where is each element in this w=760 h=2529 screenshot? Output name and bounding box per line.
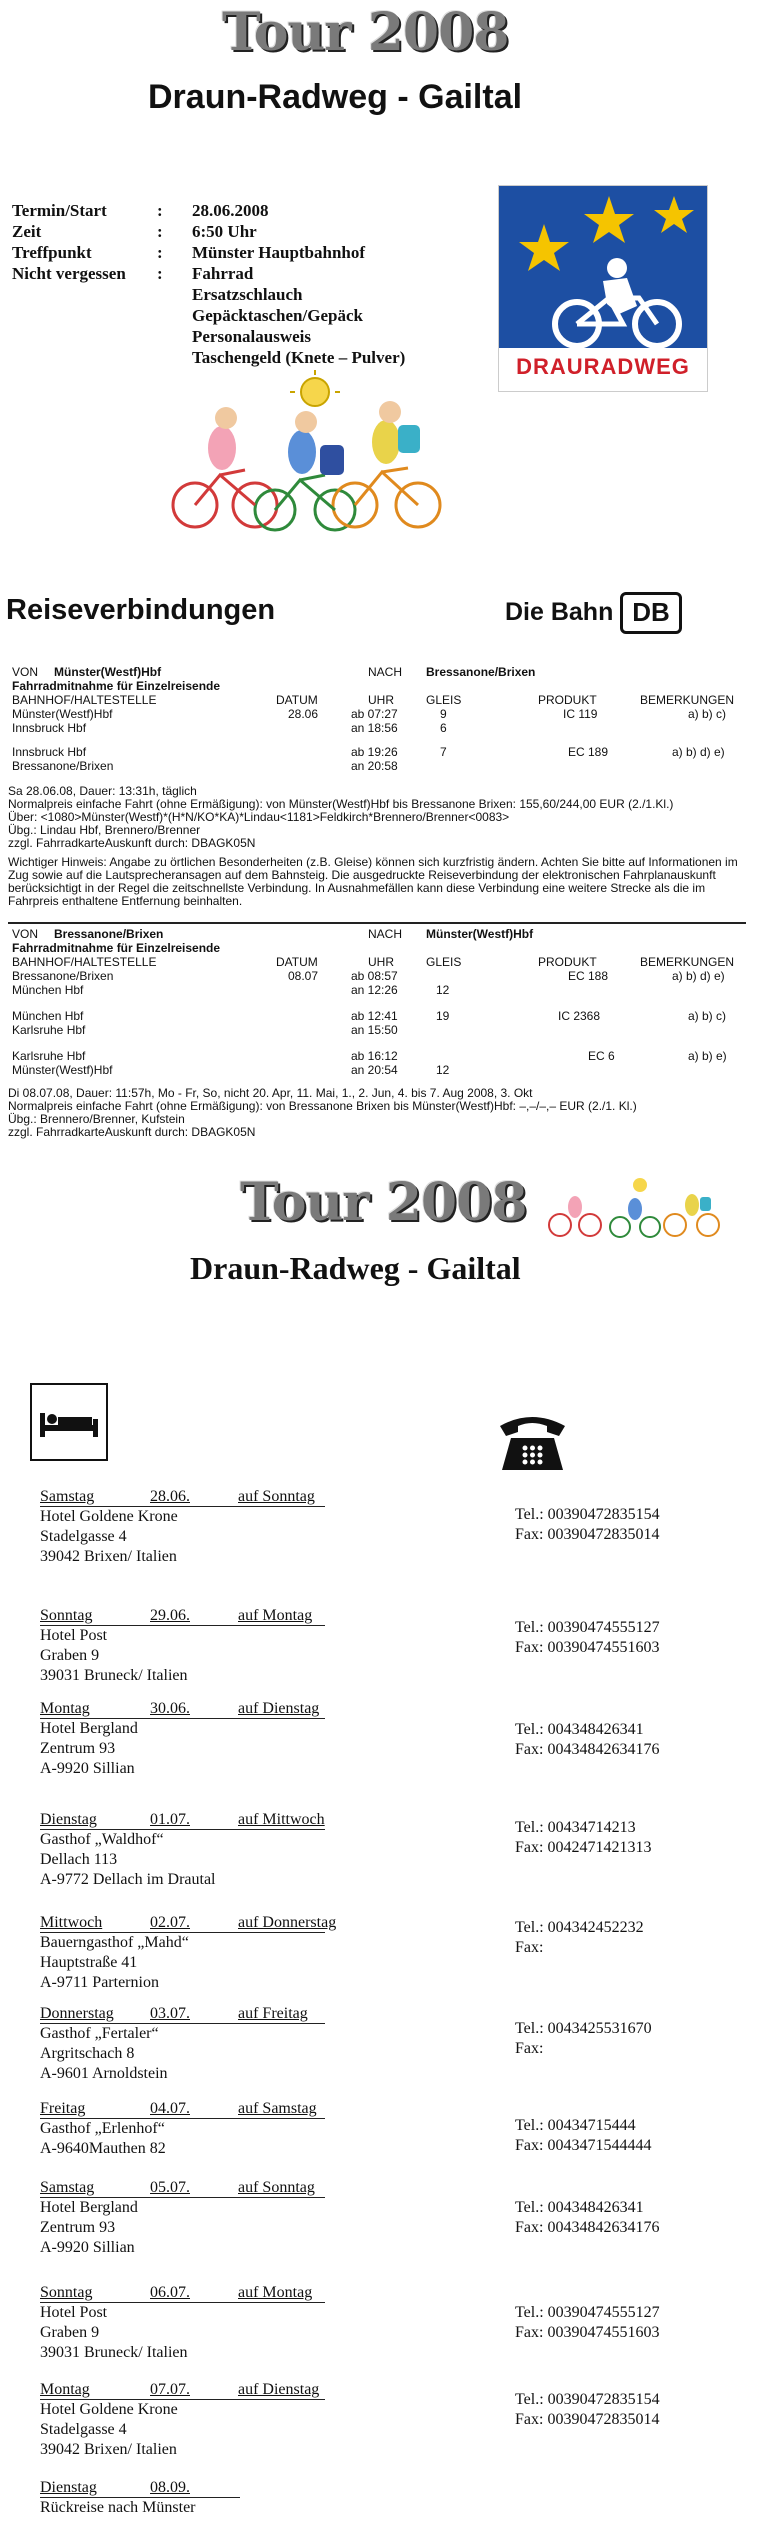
fax-label: Fax:	[515, 1939, 544, 1956]
von-station: Münster(Westf)Hbf	[54, 665, 162, 679]
stay-line: Bauerngasthof „Mahd“	[40, 1934, 189, 1951]
stay-contact	[515, 2116, 755, 2156]
tel-label: Tel.:	[515, 2199, 544, 2216]
table-cell: an 18:56	[351, 721, 398, 735]
stay-day: Montag	[40, 1700, 90, 1717]
stay-contact	[515, 1818, 755, 1858]
important-hint: Wichtiger Hinweis: Angabe zu örtlichen Besonderheiten (z.B. Gleise) können sich kurzfristig ändern. Achten Sie bitte auf Informationen im Zug sowie auf die Lautsprecheransagen auf dem Bahnsteig. Die ausgedruckte Reiseverbindung der elektronischen Fahrplanauskunft berücksichtigt in der Regel die zeitschnellste Verbindung. In Ausnahmefällen kann diese Verbindung eine weitere Strecke als die im Fahrpreis enthaltene Entfernung beinhalten.	[8, 855, 738, 908]
fax-label: Fax:	[515, 1839, 544, 1856]
stay-day: Sonntag	[40, 2284, 93, 2301]
von-label: VON	[12, 927, 39, 941]
fax-label: Fax:	[515, 2137, 544, 2154]
fax-label: Fax:	[515, 1741, 544, 1758]
table-cell: EC 188	[568, 969, 609, 983]
stay-contact	[515, 2303, 755, 2343]
col-header: DATUM	[276, 693, 318, 707]
stay-line: Hotel Post	[40, 2304, 108, 2321]
info-value: 28.06.2008	[192, 201, 269, 220]
stay-line: Gasthof „Erlenhof“	[40, 2120, 165, 2137]
stay-to: auf Dienstag	[238, 1700, 320, 1717]
trip-note: Di 08.07.08, Dauer: 11:57h, Mo - Fr, So, nicht 20. Apr, 11. Mai, 1., 2. Jun, 4. bis 7. Aug 2008, 3. Okt	[8, 1086, 533, 1100]
table-cell: 6	[440, 721, 447, 735]
stay-line: Hotel Goldene Krone	[40, 1508, 178, 1525]
info-key: Treffpunkt	[12, 243, 92, 262]
stay-line: A-9920 Sillian	[40, 2239, 135, 2256]
stay-line: Hotel Post	[40, 1627, 108, 1644]
fax-label: Fax:	[515, 1526, 544, 1543]
table-cell: ab 19:26	[351, 745, 398, 759]
stay-date: 01.07.	[150, 1811, 190, 1828]
stay-entry	[40, 1913, 340, 1998]
info-colon: :	[157, 264, 163, 283]
tel-label: Tel.:	[515, 2020, 544, 2037]
table-cell: a) b) e)	[688, 1049, 727, 1063]
table-cell: ab 16:12	[351, 1049, 398, 1063]
cyclists-illustration	[160, 370, 460, 545]
fax-label: Fax:	[515, 2040, 544, 2057]
info-value: Gepäcktaschen/Gepäck	[192, 306, 363, 325]
col-header: PRODUKT	[538, 955, 597, 969]
stay-date: 29.06.	[150, 1607, 190, 1624]
table-cell: 28.06	[288, 707, 319, 721]
col-header: BEMERKUNGEN	[640, 955, 735, 969]
tel-label: Tel.:	[515, 1721, 544, 1738]
stay-contact	[515, 1918, 755, 1958]
tel-number: 0043425531670	[547, 2020, 652, 2037]
trip-note: Über: <1080>Münster(Westf)*(H*N/KO*KA)*Lindau<1181>Feldkirch*Brennero/Brenner<0083>	[8, 810, 510, 824]
fax-number: 00390474551603	[547, 2324, 660, 2341]
stay-line: Graben 9	[40, 2324, 100, 2341]
stay-line: Dellach 113	[40, 1851, 118, 1868]
tel-number: 004342452232	[547, 1919, 644, 1936]
fax-number: 00390474551603	[547, 1639, 660, 1656]
bike-note: Fahrradmitnahme für Einzelreisende	[12, 679, 221, 693]
col-header: DATUM	[276, 955, 318, 969]
stay-line: A-9640Mauthen 82	[40, 2140, 166, 2157]
trip-note: zzgl. FahrradkarteAuskunft durch: DBAGK05N	[8, 836, 256, 850]
tel-number: 00434715444	[547, 2117, 636, 2134]
table-cell: Innsbruck Hbf	[12, 745, 87, 759]
stay-day: Samstag	[40, 1488, 95, 1505]
route-subtitle-2: Draun-Radweg - Gailtal	[190, 1250, 521, 1286]
table-cell: an 15:50	[351, 1023, 398, 1037]
fax-number: 00390472835014	[547, 2411, 660, 2428]
table-cell: a) b) c)	[688, 1009, 727, 1023]
stay-entry	[40, 2178, 340, 2263]
brand-name: Die Bahn	[505, 598, 614, 626]
stay-entry	[40, 1699, 340, 1784]
fax-label: Fax:	[515, 2324, 544, 2341]
stay-to: auf Freitag	[238, 2005, 308, 2022]
fax-label: Fax:	[515, 2411, 544, 2428]
connections-title: Reiseverbindungen	[6, 594, 276, 626]
table-cell: EC 189	[568, 745, 609, 759]
stay-contact	[515, 2390, 755, 2430]
stay-contact	[515, 1505, 755, 1545]
stay-day: Dienstag	[40, 2479, 97, 2496]
stay-line: Hotel Bergland	[40, 2199, 138, 2216]
table-cell: München Hbf	[12, 983, 84, 997]
fax-label: Fax:	[515, 1639, 544, 1656]
telephone-icon	[495, 1408, 570, 1473]
fax-number: 00390472835014	[547, 1526, 660, 1543]
stay-line: 39031 Bruneck/ Italien	[40, 2344, 188, 2361]
tel-label: Tel.:	[515, 1619, 544, 1636]
table-cell: Innsbruck Hbf	[12, 721, 87, 735]
fax-label: Fax:	[515, 2219, 544, 2236]
stay-date: 05.07.	[150, 2179, 190, 2196]
table-cell: 7	[440, 745, 447, 759]
trip-note: Normalpreis einfache Fahrt (ohne Ermäßigung): von Münster(Westf)Hbf bis Bressanone Brixen: 155,60/244,00 EUR (2./1.Kl.)	[8, 797, 674, 811]
stay-line: Hotel Goldene Krone	[40, 2401, 178, 2418]
table-cell: IC 2368	[558, 1009, 601, 1023]
stay-entry	[40, 2004, 340, 2089]
info-value: Münster Hauptbahnhof	[192, 243, 366, 262]
stay-line: Zentrum 93	[40, 2219, 116, 2236]
trip-note: Übg.: Brennero/Brenner, Kufstein	[8, 1112, 185, 1126]
tour-title: Tour 2008	[222, 2, 509, 63]
drauradweg-logo	[498, 185, 708, 392]
logo-text: DRAURADWEG	[516, 354, 690, 379]
nach-label: NACH	[368, 665, 403, 679]
stay-line: Stadelgasse 4	[40, 2421, 127, 2438]
bed-icon	[30, 1383, 108, 1461]
fax-number: 00434842634176	[547, 2219, 660, 2236]
stay-entry	[40, 1606, 340, 1691]
stay-entry	[40, 2380, 340, 2465]
stay-day: Sonntag	[40, 1607, 93, 1624]
stay-line: Stadelgasse 4	[40, 1528, 127, 1545]
tel-number: 00390472835154	[547, 1506, 660, 1523]
table-cell: 12	[436, 1063, 450, 1077]
tel-number: 004348426341	[547, 1721, 644, 1738]
info-value: Personalausweis	[192, 327, 311, 346]
stay-day: Dienstag	[40, 1811, 97, 1828]
tel-label: Tel.:	[515, 1819, 544, 1836]
stay-contact	[515, 2198, 755, 2238]
stay-date: 07.07.	[150, 2381, 190, 2398]
tel-number: 00390474555127	[547, 1619, 660, 1636]
stay-entry	[40, 1487, 340, 1572]
stay-line: Hotel Bergland	[40, 1720, 138, 1737]
stay-line: A-9601 Arnoldstein	[40, 2065, 168, 2082]
table-cell: ab 12:41	[351, 1009, 398, 1023]
stay-entry	[40, 2478, 340, 2523]
trip-note: Übg.: Lindau Hbf, Brennero/Brenner	[8, 823, 201, 837]
col-header: UHR	[368, 693, 394, 707]
fax-number: 0042471421313	[547, 1839, 652, 1856]
stay-line: 39042 Brixen/ Italien	[40, 2441, 177, 2458]
stay-date: 03.07.	[150, 2005, 190, 2022]
tel-number: 00390472835154	[547, 2391, 660, 2408]
info-value: Taschengeld (Knete – Pulver)	[192, 348, 406, 367]
trip2-notes	[8, 1087, 743, 1139]
info-key: Termin/Start	[12, 201, 107, 220]
table-cell: Münster(Westf)Hbf	[12, 1063, 113, 1077]
info-value: 6:50 Uhr	[192, 222, 257, 241]
cyclists-small-illustration	[540, 1175, 755, 1240]
stay-contact	[515, 1720, 755, 1760]
tel-number: 00390474555127	[547, 2304, 660, 2321]
info-colon: :	[157, 243, 163, 262]
fax-number: 00434842634176	[547, 1741, 660, 1758]
stay-date: 28.06.	[150, 1488, 190, 1505]
stay-day: Donnerstag	[40, 2005, 114, 2022]
stay-day: Mittwoch	[40, 1914, 103, 1931]
tour-title-2: Tour 2008	[240, 1172, 527, 1233]
table-cell: 12	[436, 983, 450, 997]
stay-to: auf Sonntag	[238, 2179, 315, 2196]
table-cell: a) b) d) e)	[672, 745, 725, 759]
stay-to: auf Montag	[238, 1607, 313, 1624]
tel-label: Tel.:	[515, 2117, 544, 2134]
table-cell: EC 6	[588, 1049, 615, 1063]
col-header: BAHNHOF/HALTESTELLE	[12, 955, 157, 969]
cyclists-icon	[160, 370, 460, 545]
table-cell: a) b) d) e)	[672, 969, 725, 983]
table-cell: an 12:26	[351, 983, 398, 997]
stay-line: 39042 Brixen/ Italien	[40, 1548, 177, 1565]
table-cell: Münster(Westf)Hbf	[12, 707, 113, 721]
table-cell: IC 119	[563, 707, 598, 721]
stay-line: A-9711 Parternion	[40, 1974, 159, 1991]
von-label: VON	[12, 665, 39, 679]
table-cell: 9	[440, 707, 447, 721]
stay-line: 39031 Bruneck/ Italien	[40, 1667, 188, 1684]
stay-date: 02.07.	[150, 1914, 190, 1931]
cyclists-small-icon	[540, 1175, 755, 1240]
fax-number: 0043471544444	[547, 2137, 652, 2154]
stay-line: Rückreise nach Münster	[40, 2499, 196, 2516]
table-cell: Bressanone/Brixen	[12, 969, 114, 983]
db-logo: DB	[620, 592, 682, 634]
stay-to: auf Mittwoch	[238, 1811, 325, 1828]
nach-station: Bressanone/Brixen	[426, 665, 536, 679]
route-subtitle: Draun-Radweg - Gailtal	[148, 78, 523, 116]
table-cell: München Hbf	[12, 1009, 84, 1023]
stay-date: 08.09.	[150, 2479, 190, 2496]
stay-line: A-9920 Sillian	[40, 1760, 135, 1777]
tel-label: Tel.:	[515, 1919, 544, 1936]
bike-note: Fahrradmitnahme für Einzelreisende	[12, 941, 221, 955]
info-value: Fahrrad	[192, 264, 254, 283]
stay-to: auf Montag	[238, 2284, 313, 2301]
info-block	[12, 200, 452, 370]
stay-to: auf Dienstag	[238, 2381, 320, 2398]
trip-note: Normalpreis einfache Fahrt (ohne Ermäßigung): von Bressanone Brixen bis Münster(Westf)Hbf: –,–/–,– EUR (2./1. Kl.)	[8, 1099, 637, 1113]
info-colon: :	[157, 222, 163, 241]
tel-label: Tel.:	[515, 1506, 544, 1523]
table-cell: an 20:54	[351, 1063, 398, 1077]
stay-to: auf Donnerstag	[238, 1914, 337, 1931]
col-header: BAHNHOF/HALTESTELLE	[12, 693, 157, 707]
info-value: Ersatzschlauch	[192, 285, 303, 304]
tel-label: Tel.:	[515, 2391, 544, 2408]
stay-contact	[515, 2019, 755, 2059]
info-colon: :	[157, 201, 163, 220]
stay-line: Hauptstraße 41	[40, 1954, 138, 1971]
col-header: GLEIS	[426, 693, 462, 707]
table-cell: Karlsruhe Hbf	[12, 1049, 86, 1063]
trip-note: Sa 28.06.08, Dauer: 13:31h, täglich	[8, 784, 197, 798]
table-cell: 08.07	[288, 969, 319, 983]
stay-line: Argritschach 8	[40, 2045, 135, 2062]
table-cell: a) b) c)	[688, 707, 727, 721]
nach-label: NACH	[368, 927, 403, 941]
stay-date: 06.07.	[150, 2284, 190, 2301]
stay-line: A-9772 Dellach im Drautal	[40, 1871, 216, 1888]
stay-entry	[40, 2283, 340, 2368]
tel-number: 00434714213	[547, 1819, 636, 1836]
stay-entry	[40, 2099, 340, 2164]
von-station: Bressanone/Brixen	[54, 927, 164, 941]
table-cell: ab 07:27	[351, 707, 398, 721]
stay-day: Montag	[40, 2381, 90, 2398]
stay-line: Gasthof „Waldhof“	[40, 1831, 164, 1848]
nach-station: Münster(Westf)Hbf	[426, 927, 534, 941]
trip-note: zzgl. FahrradkarteAuskunft durch: DBAGK05N	[8, 1125, 256, 1139]
table-cell: 19	[436, 1009, 450, 1023]
col-header: PRODUKT	[538, 693, 597, 707]
stay-line: Graben 9	[40, 1647, 100, 1664]
stay-line: Zentrum 93	[40, 1740, 116, 1757]
stay-day: Samstag	[40, 2179, 95, 2196]
col-header: GLEIS	[426, 955, 462, 969]
stay-to: auf Sonntag	[238, 1488, 315, 1505]
info-key: Zeit	[12, 222, 42, 241]
col-header: BEMERKUNGEN	[640, 693, 735, 707]
table-cell: Karlsruhe Hbf	[12, 1023, 86, 1037]
stay-line: Gasthof „Fertaler“	[40, 2025, 159, 2042]
stay-date: 04.07.	[150, 2100, 190, 2117]
trip1-notes	[8, 785, 743, 908]
info-key: Nicht vergessen	[12, 264, 126, 283]
stay-date: 30.06.	[150, 1700, 190, 1717]
table-cell: ab 08:57	[351, 969, 398, 983]
stay-to: auf Samstag	[238, 2100, 317, 2117]
stay-day: Freitag	[40, 2100, 86, 2117]
table-cell: an 20:58	[351, 759, 398, 773]
stay-entry	[40, 1810, 340, 1895]
divider	[8, 922, 746, 924]
col-header: UHR	[368, 955, 394, 969]
table-cell: Bressanone/Brixen	[12, 759, 114, 773]
tel-number: 004348426341	[547, 2199, 644, 2216]
stay-contact	[515, 1618, 755, 1658]
tel-label: Tel.:	[515, 2304, 544, 2321]
